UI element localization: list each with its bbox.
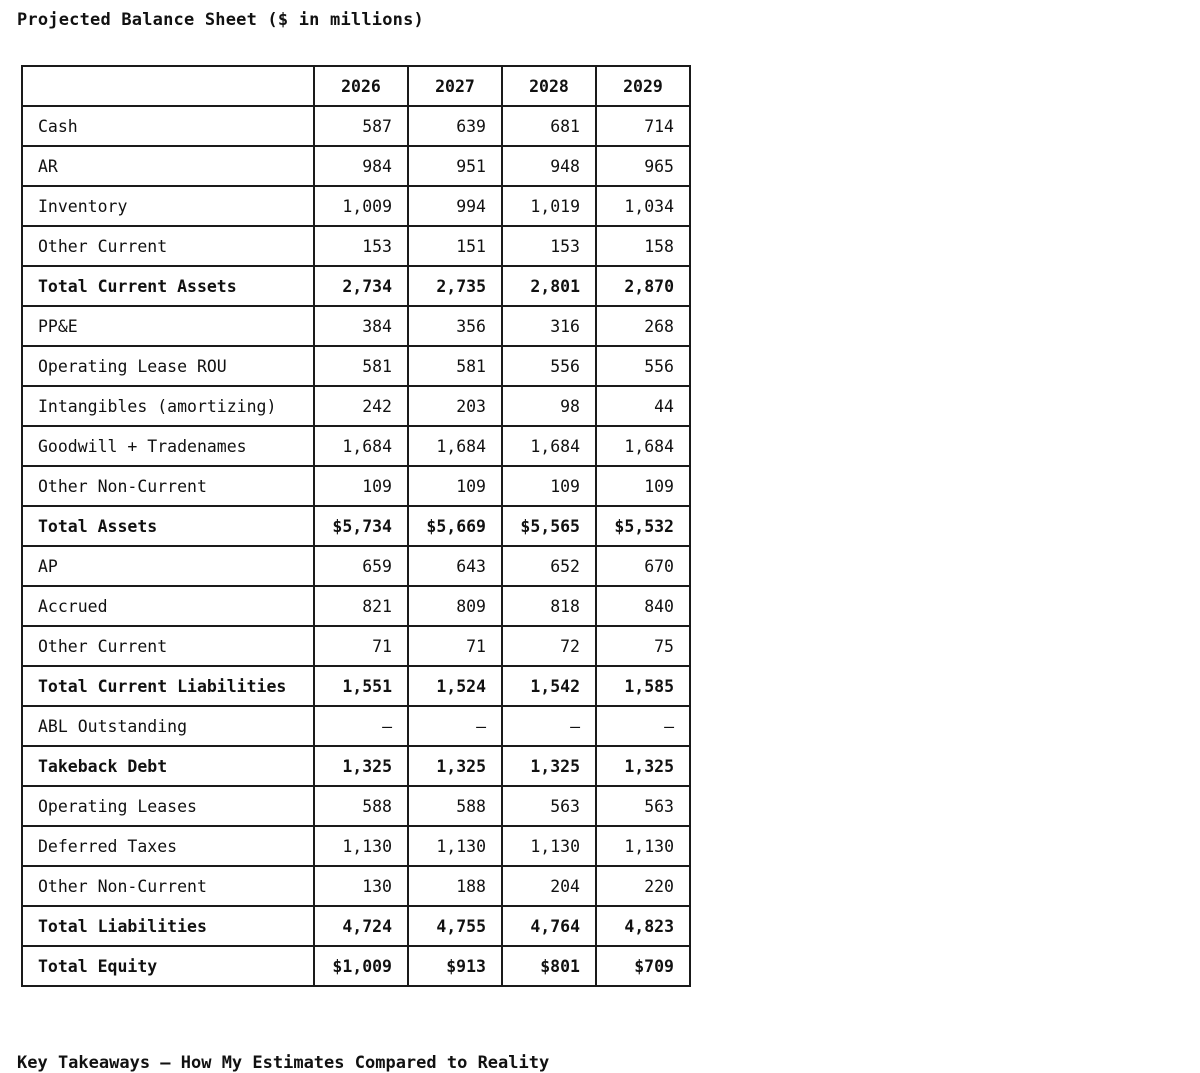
table-row	[22, 466, 690, 506]
value-cell: 109	[408, 466, 502, 506]
value-cell: 4,764	[502, 906, 596, 946]
value-cell: 994	[408, 186, 502, 226]
value-cell: 109	[314, 466, 408, 506]
value-cell: 44	[596, 386, 690, 426]
value-cell: 1,684	[596, 426, 690, 466]
table-row	[22, 106, 690, 146]
table-row	[22, 826, 690, 866]
value-cell: 1,130	[502, 826, 596, 866]
value-cell: 948	[502, 146, 596, 186]
table-row	[22, 706, 690, 746]
value-cell: 130	[314, 866, 408, 906]
row-label: Total Current Liabilities	[22, 666, 314, 706]
value-cell: —	[502, 706, 596, 746]
row-label: Total Equity	[22, 946, 314, 986]
row-label: Accrued	[22, 586, 314, 626]
row-label: Deferred Taxes	[22, 826, 314, 866]
header-year-2026: 2026	[314, 66, 408, 106]
value-cell: 1,524	[408, 666, 502, 706]
page-title: Projected Balance Sheet ($ in millions)	[17, 10, 424, 30]
row-label: Total Current Assets	[22, 266, 314, 306]
value-cell: 242	[314, 386, 408, 426]
row-label: PP&E	[22, 306, 314, 346]
row-label: Other Non-Current	[22, 466, 314, 506]
value-cell: 821	[314, 586, 408, 626]
header-year-2028: 2028	[502, 66, 596, 106]
value-cell: 109	[502, 466, 596, 506]
value-cell: 556	[502, 346, 596, 386]
value-cell: 1,325	[408, 746, 502, 786]
value-cell: 563	[596, 786, 690, 826]
table-row	[22, 906, 690, 946]
value-cell: 840	[596, 586, 690, 626]
value-cell: 153	[502, 226, 596, 266]
table-row	[22, 266, 690, 306]
value-cell: 98	[502, 386, 596, 426]
balance-sheet-table	[21, 65, 691, 987]
value-cell: 71	[408, 626, 502, 666]
table-body	[22, 106, 690, 986]
header-year-2027: 2027	[408, 66, 502, 106]
value-cell: 1,130	[408, 826, 502, 866]
value-cell: 1,130	[596, 826, 690, 866]
table-row	[22, 786, 690, 826]
value-cell: 643	[408, 546, 502, 586]
header-year-2029: 2029	[596, 66, 690, 106]
value-cell: 809	[408, 586, 502, 626]
section-heading: Key Takeaways — How My Estimates Compared to Reality	[17, 1053, 550, 1073]
value-cell: 1,034	[596, 186, 690, 226]
value-cell: 639	[408, 106, 502, 146]
value-cell: 588	[408, 786, 502, 826]
value-cell: 1,684	[408, 426, 502, 466]
value-cell: 670	[596, 546, 690, 586]
value-cell: 2,870	[596, 266, 690, 306]
value-cell: $5,669	[408, 506, 502, 546]
row-label: Other Current	[22, 226, 314, 266]
value-cell: 2,801	[502, 266, 596, 306]
value-cell: 1,325	[596, 746, 690, 786]
row-label: Intangibles (amortizing)	[22, 386, 314, 426]
table-row	[22, 306, 690, 346]
value-cell: 1,130	[314, 826, 408, 866]
value-cell: 4,755	[408, 906, 502, 946]
value-cell: 714	[596, 106, 690, 146]
value-cell: 681	[502, 106, 596, 146]
value-cell: 2,735	[408, 266, 502, 306]
value-cell: 652	[502, 546, 596, 586]
table-header-row	[22, 66, 690, 106]
value-cell: $709	[596, 946, 690, 986]
value-cell: 188	[408, 866, 502, 906]
value-cell: 204	[502, 866, 596, 906]
table-row	[22, 186, 690, 226]
value-cell: 581	[314, 346, 408, 386]
row-label: ABL Outstanding	[22, 706, 314, 746]
value-cell: 556	[596, 346, 690, 386]
value-cell: 268	[596, 306, 690, 346]
table-row	[22, 346, 690, 386]
table-row	[22, 386, 690, 426]
value-cell: 1,325	[502, 746, 596, 786]
value-cell: —	[596, 706, 690, 746]
value-cell: —	[314, 706, 408, 746]
table-row	[22, 506, 690, 546]
value-cell: 75	[596, 626, 690, 666]
table-row	[22, 546, 690, 586]
row-label: Total Assets	[22, 506, 314, 546]
value-cell: 563	[502, 786, 596, 826]
table-row	[22, 586, 690, 626]
value-cell: 151	[408, 226, 502, 266]
value-cell: 72	[502, 626, 596, 666]
value-cell: 587	[314, 106, 408, 146]
value-cell: 384	[314, 306, 408, 346]
table-row	[22, 866, 690, 906]
row-label: Cash	[22, 106, 314, 146]
value-cell: 951	[408, 146, 502, 186]
value-cell: 1,684	[314, 426, 408, 466]
value-cell: —	[408, 706, 502, 746]
value-cell: $5,532	[596, 506, 690, 546]
value-cell: 356	[408, 306, 502, 346]
value-cell: 109	[596, 466, 690, 506]
value-cell: 153	[314, 226, 408, 266]
row-label: Goodwill + Tradenames	[22, 426, 314, 466]
value-cell: $801	[502, 946, 596, 986]
table-row	[22, 426, 690, 466]
value-cell: 1,009	[314, 186, 408, 226]
table-row	[22, 226, 690, 266]
row-label: Operating Leases	[22, 786, 314, 826]
value-cell: 1,019	[502, 186, 596, 226]
value-cell: 4,823	[596, 906, 690, 946]
value-cell: 1,684	[502, 426, 596, 466]
value-cell: 1,585	[596, 666, 690, 706]
row-label: Takeback Debt	[22, 746, 314, 786]
value-cell: 4,724	[314, 906, 408, 946]
value-cell: 316	[502, 306, 596, 346]
table-row	[22, 146, 690, 186]
value-cell: 1,551	[314, 666, 408, 706]
value-cell: 2,734	[314, 266, 408, 306]
table-row	[22, 626, 690, 666]
value-cell: 203	[408, 386, 502, 426]
value-cell: 1,325	[314, 746, 408, 786]
value-cell: 581	[408, 346, 502, 386]
table-row	[22, 946, 690, 986]
value-cell: 1,542	[502, 666, 596, 706]
value-cell: 71	[314, 626, 408, 666]
row-label: Other Non-Current	[22, 866, 314, 906]
row-label: Operating Lease ROU	[22, 346, 314, 386]
value-cell: 984	[314, 146, 408, 186]
row-label: Other Current	[22, 626, 314, 666]
row-label: Inventory	[22, 186, 314, 226]
value-cell: $5,734	[314, 506, 408, 546]
header-label-cell	[22, 66, 314, 106]
row-label: Total Liabilities	[22, 906, 314, 946]
value-cell: $5,565	[502, 506, 596, 546]
row-label: AR	[22, 146, 314, 186]
table-row	[22, 746, 690, 786]
value-cell: 588	[314, 786, 408, 826]
value-cell: 158	[596, 226, 690, 266]
table-row	[22, 666, 690, 706]
value-cell: 965	[596, 146, 690, 186]
value-cell: $1,009	[314, 946, 408, 986]
value-cell: $913	[408, 946, 502, 986]
value-cell: 659	[314, 546, 408, 586]
row-label: AP	[22, 546, 314, 586]
value-cell: 818	[502, 586, 596, 626]
value-cell: 220	[596, 866, 690, 906]
